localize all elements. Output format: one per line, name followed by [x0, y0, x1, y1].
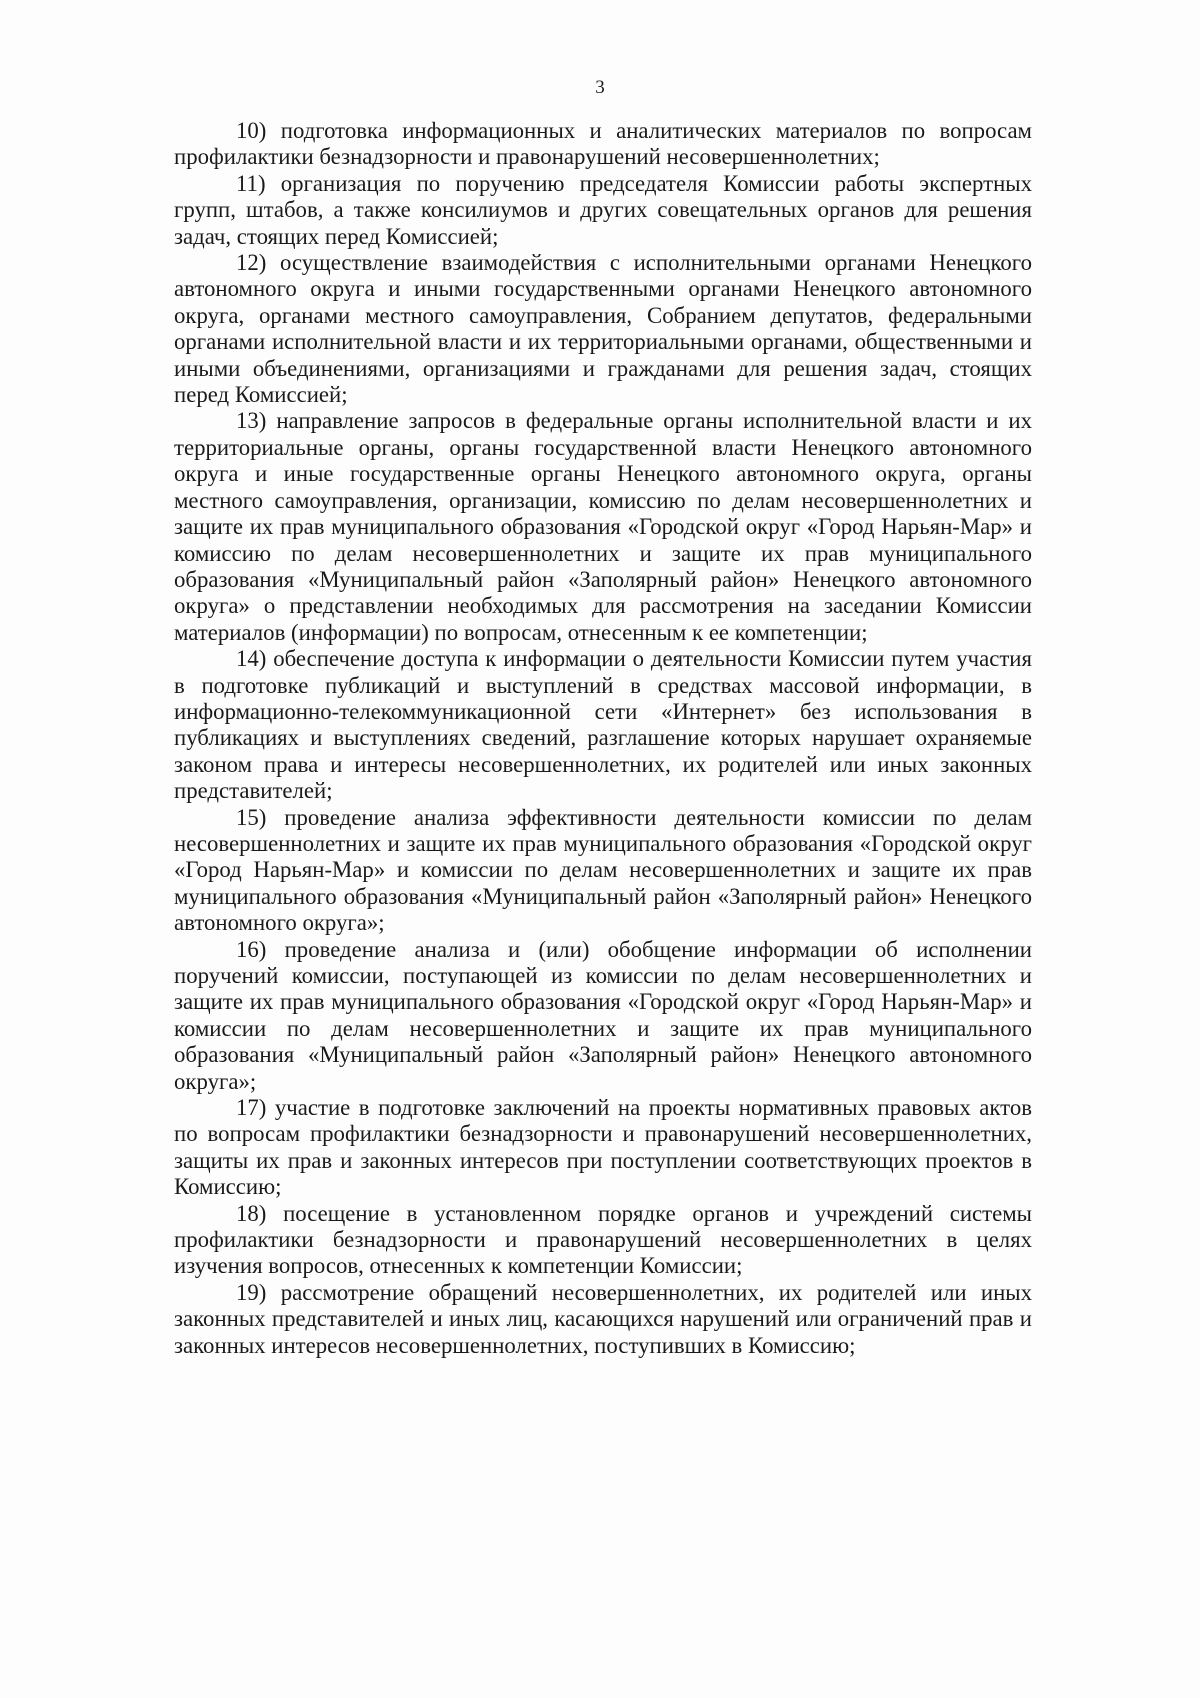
paragraph-item-18: 18) посещение в установленном порядке органов и учреждений системы профилактики безнадзорности и правонарушений несовершеннолетних в целях изучения вопросов, отнесенных к компетенции Комиссии;: [174, 1200, 1032, 1279]
paragraph-item-17: 17) участие в подготовке заключений на проекты нормативных правовых актов по вопросам профилактики безнадзорности и правонарушений несовершеннолетних, защиты их прав и законных интересов при поступлении соответствующих проектов в Комиссию;: [174, 1095, 1032, 1200]
page-number: 3: [595, 77, 605, 98]
paragraph-item-13: 13) направление запросов в федеральные органы исполнительной власти и их территориальные органы, органы государственной власти Ненецкого автономного округа и иные государственные органы Ненецкого автономного округа, органы местного самоуправления, организации, комиссию по делам несовершеннолетних и защите их прав муниципального образования «Городской округ «Город Нарьян-Мар» и комиссию по делам несовершеннолетних и защите их прав муниципального образования «Муниципальный район «Заполярный район» Ненецкого автономного округа» о представлении необходимых для рассмотрения на заседании Комиссии материалов (информации) по вопросам, отнесенным к ее компетенции;: [174, 408, 1032, 645]
paragraph-item-15: 15) проведение анализа эффективности деятельности комиссии по делам несовершеннолетних и защите их прав муниципального образования «Городской округ «Город Нарьян-Мар» и комиссии по делам несовершеннолетних и защите их прав муниципального образования «Муниципальный район «Заполярный район» Ненецкого автономного округа»;: [174, 804, 1032, 936]
paragraph-item-10: 10) подготовка информационных и аналитических материалов по вопросам профилактики безнадзорности и правонарушений несовершеннолетних;: [174, 118, 1032, 170]
paragraph-item-11: 11) организация по поручению председателя Комиссии работы экспертных групп, штабов, а также консилиумов и других совещательных органов для решения задач, стоящих перед Комиссией;: [174, 170, 1032, 249]
paragraph-item-19: 19) рассмотрение обращений несовершеннолетних, их родителей или иных законных представителей и иных лиц, касающихся нарушений или ограничений прав и законных интересов несовершеннолетних, поступивших в Комиссию;: [174, 1279, 1032, 1358]
paragraph-item-12: 12) осуществление взаимодействия с исполнительными органами Ненецкого автономного округа и иными государственными органами Ненецкого автономного округа, органами местного самоуправления, Собранием депутатов, федеральными органами исполнительной власти и их территориальными органами, общественными и иными объединениями, организациями и гражданами для решения задач, стоящих перед Комиссией;: [174, 250, 1032, 408]
paragraph-item-16: 16) проведение анализа и (или) обобщение информации об исполнении поручений комиссии, поступающей из комиссии по делам несовершеннолетних и защите их прав муниципального образования «Городской округ «Город Нарьян-Мар» и комиссии по делам несовершеннолетних и защите их прав муниципального образования «Муниципальный район «Заполярный район» Ненецкого автономного округа»;: [174, 936, 1032, 1094]
paragraph-item-14: 14) обеспечение доступа к информации о деятельности Комиссии путем участия в подготовке публикаций и выступлений в средствах массовой информации, в информационно-телекоммуникационной сети «Интернет» без использования в публикациях и выступлениях сведений, разглашение которых нарушает охраняемые законом права и интересы несовершеннолетних, их родителей или иных законных представителей;: [174, 646, 1032, 804]
document-body: [174, 118, 1032, 1359]
